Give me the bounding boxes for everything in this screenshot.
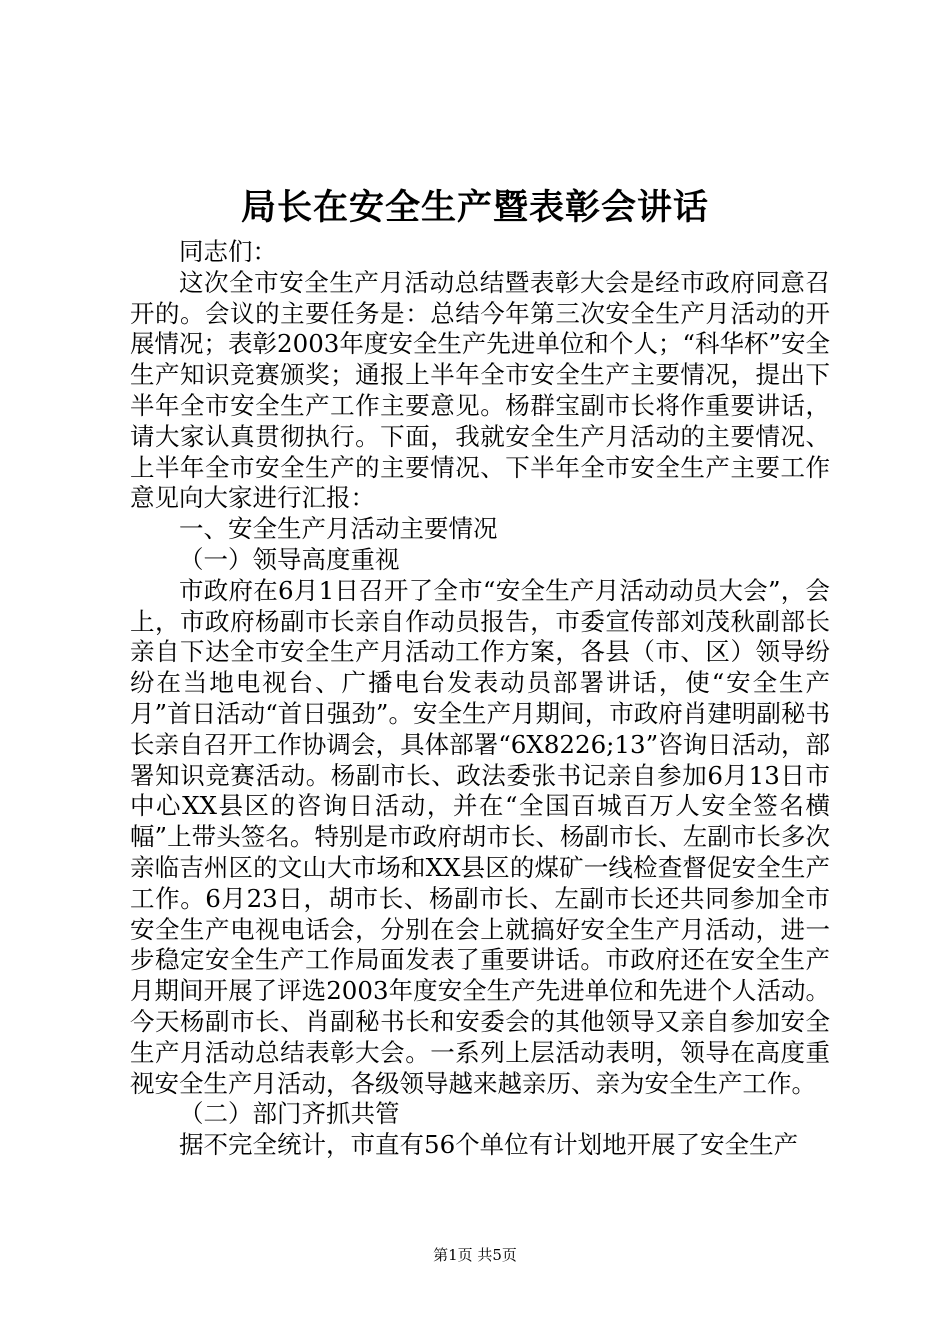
page-footer: 第1页 共5页 xyxy=(433,1246,517,1264)
body-paragraph: 据不完全统计，市直有56个单位有计划地开展了安全生产 xyxy=(179,1130,799,1160)
intro-paragraph: 这次全市安全生产月活动总结暨表彰大会是经市政府同意召开的。会议的主要任务是：总结今年第三次安全生产月活动的开展情况；表彰2003年度安全生产先进单位和个人；“科华杯”安全生产知识竞赛颁奖；通报上半年全市安全生产主要情况，提出下半年全市安全生产工作主要意见。杨群宝副市长将作重要讲话，请大家认真贯彻执行。下面，我就安全生产月活动的主要情况、上半年全市安全生产的主要情况、下半年全市安全生产主要工作意见向大家进行汇报： xyxy=(130,267,830,513)
subsection-heading: （二）部门齐抓共管 xyxy=(179,1099,400,1129)
body-paragraph: 市政府在6月1日召开了全市“安全生产月活动动员大会”，会上，市政府杨副市长亲自作动员报告，市委宣传部刘茂秋副部长亲自下达全市安全生产月活动工作方案，各县（市、区）领导纷纷在当地电视台、广播电台发表动员部署讲话，使“安全生产月”首日活动“首日强劲”。安全生产月期间，市政府肖建明副秘书长亲自召开工作协调会，具体部署“6X8226;13”咨询日活动，部署知识竞赛活动。杨副市长、政法委张书记亲自参加6月13日市中心XX县区的咨询日活动，并在“全国百城百万人安全签名横幅”上带头签名。特别是市政府胡市长、杨副市长、左副市长多次亲临吉州区的文山大市场和XX县区的煤矿一线检查督促安全生产工作。6月23日，胡市长、杨副市长、左副市长还共同参加全市安全生产电视电话会，分别在会上就搞好安全生产月活动，进一步稳定安全生产工作局面发表了重要讲话。市政府还在安全生产月期间开展了评选2003年度安全生产先进单位和先进个人活动。今天杨副市长、肖副秘书长和安委会的其他领导又亲自参加安全生产月活动总结表彰大会。一系列上层活动表明，领导在高度重视安全生产月活动，各级领导越来越亲历、亲为安全生产工作。 xyxy=(130,575,830,1098)
document-body xyxy=(130,237,830,1161)
salutation-paragraph: 同志们： xyxy=(179,237,277,266)
subsection-heading: （一）领导高度重视 xyxy=(179,544,400,574)
section-heading: 一、安全生产月活动主要情况 xyxy=(179,514,498,544)
document-title: 局长在安全生产暨表彰会讲话 xyxy=(240,187,709,228)
